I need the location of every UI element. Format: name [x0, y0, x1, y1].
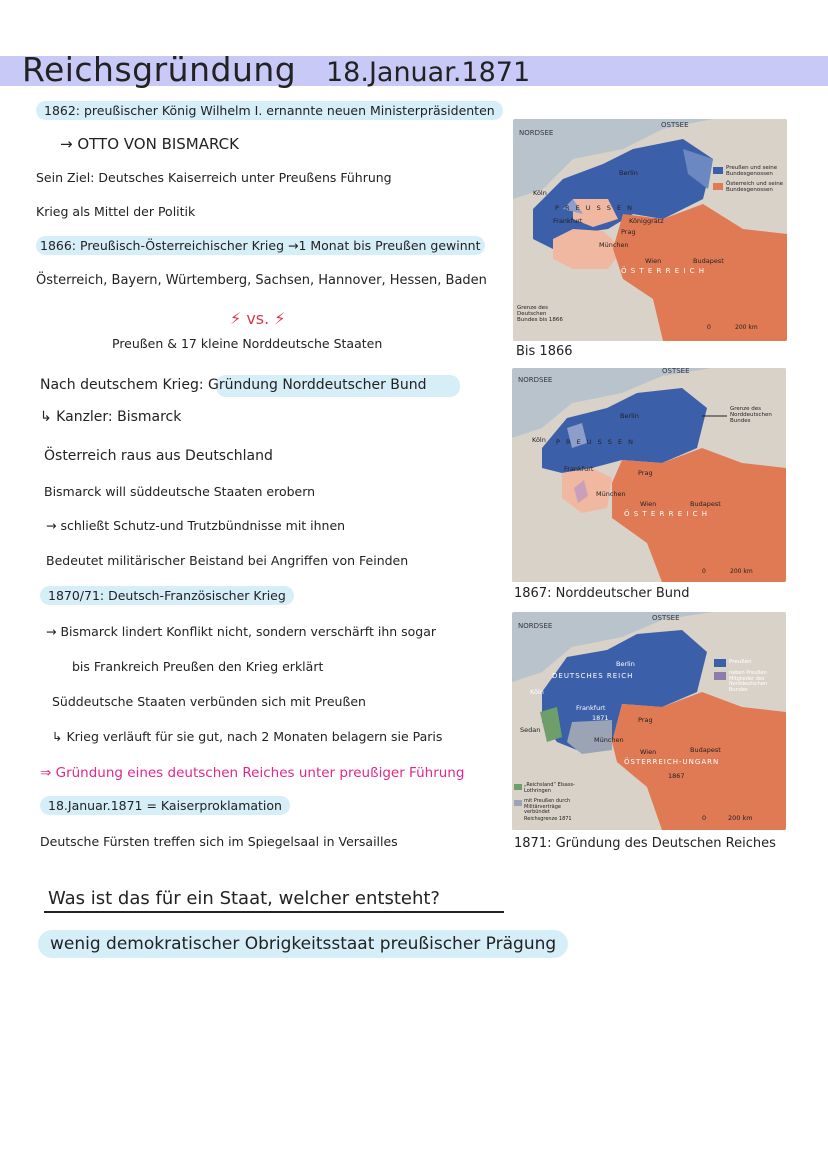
page-title: Reichsgründung [22, 50, 297, 89]
map2-label-preussen: P R E U S S E N [556, 438, 635, 446]
note-vs: ⚡ vs. ⚡ [230, 309, 286, 328]
map2-label-ostsee: OSTSEE [662, 368, 690, 375]
map2-label-berlin: Berlin [620, 412, 639, 420]
map3-scale-0: 0 [702, 814, 707, 822]
map3-legend-swatch-4 [514, 800, 522, 806]
map3-scale-200: 200 km [728, 814, 753, 822]
note-krieg: Krieg als Mittel der Politik [36, 204, 196, 219]
map1-label-budapest: Budapest [693, 257, 724, 265]
map3-label-wien: Wien [640, 748, 657, 756]
note-frankreich: bis Frankreich Preußen den Krieg erklärt [72, 659, 324, 674]
map3-label-reich: DEUTSCHES REICH [552, 672, 634, 680]
map1-label-nordsee: NORDSEE [519, 129, 554, 137]
map3-label-frankfurt: Frankfurt [576, 704, 606, 712]
map1-label-muenchen: München [599, 241, 629, 249]
note-proklamation [40, 798, 290, 813]
map3-legend-swatch-2 [714, 672, 726, 680]
note-nach-text: Nach deutschem Krieg: Gründung Norddeutscher Bund [40, 377, 427, 393]
map3-legend-swatch-1 [714, 659, 726, 667]
map3-label-prag: Prag [638, 716, 653, 724]
map2-scale-0: 0 [702, 568, 706, 575]
map1-scale-0: 0 [707, 324, 711, 331]
note-verbuenden: Süddeutsche Staaten verbünden sich mit Preußen [52, 694, 366, 709]
map1-label-berlin: Berlin [619, 169, 638, 177]
title-date: 18.Januar.1871 [326, 57, 531, 88]
map2-caption: 1867: Norddeutscher Bund [514, 586, 690, 601]
map3-legend-5: Reichsgrenze 1871 [524, 816, 572, 822]
map-1871 [512, 612, 786, 830]
map3-label-sedan: Sedan [520, 726, 541, 734]
answer-text: wenig demokratischer Obrigkeitsstaat preußischer Prägung [38, 930, 568, 958]
map1-label-oesterreich: Ö S T E R R E I C H [621, 267, 706, 275]
map1-caption: Bis 1866 [516, 344, 573, 359]
note-prussia: Preußen & 17 kleine Norddeutsche Staaten [112, 336, 383, 351]
question-text: Was ist das für ein Staat, welcher entsteht? [48, 888, 440, 909]
map1-label-frankfurt: Frankfurt [553, 217, 583, 225]
map3-label-muenchen: München [594, 736, 624, 744]
map3-label-1871: 1871 [592, 714, 609, 722]
map3-label-1867: 1867 [668, 772, 685, 780]
note-1862 [36, 103, 503, 118]
note-lindert: → Bismarck lindert Konflikt nicht, sondern verschärft ihn sogar [46, 624, 437, 639]
map1-label-prag: Prag [621, 228, 636, 236]
map3-legend-4: mit Preußen durch Militärverträge verbündet [524, 798, 571, 815]
map1-legend-grenze: Grenze des Deutschen Bundes bis 1866 [517, 305, 563, 323]
map1-label-koeln: Köln [533, 189, 547, 197]
note-verlauf-line: ↳ Krieg verläuft für sie gut, nach 2 Monaten belagern sie Paris [52, 729, 443, 744]
note-vs-text: vs. [246, 309, 270, 328]
map1-legend-swatch-1 [713, 167, 723, 174]
map3-label-ostsee: OSTSEE [652, 614, 680, 622]
map2-label-muenchen: München [596, 490, 626, 498]
map1-scale-200: 200 km [735, 324, 758, 331]
note-1866-text: 1866: Preußisch-Österreichischer Krieg →1 Monat bis Preußen gewinnt [36, 236, 485, 255]
map1-legend-swatch-2 [713, 183, 723, 190]
note-oesterreich: Österreich raus aus Deutschland [44, 448, 273, 464]
note-gruendung: ⇒ Gründung eines deutschen Reiches unter preußiger Führung [40, 765, 465, 781]
note-verlauf: Krieg verläuft für sie gut, nach 2 Monaten belagern sie Paris [66, 729, 443, 744]
map1-legend-1: Preußen und seine Bundesgenossen [726, 165, 778, 177]
map3-legend-swatch-3 [514, 784, 522, 790]
note-bedeutet: Bedeutet militärischer Beistand bei Angriffen von Feinden [46, 553, 409, 568]
map3-label-nordsee: NORDSEE [518, 622, 553, 630]
note-1862-text: 1862: preußischer König Wilhelm I. ernannte neuen Ministerpräsidenten [36, 101, 503, 120]
map2-label-budapest: Budapest [690, 500, 721, 508]
note-bismarck: → OTTO VON BISMARCK [60, 135, 239, 153]
map-1866 [513, 119, 787, 341]
map1-label-koeniggraetz: Königgrätz [629, 217, 664, 225]
map-1867 [512, 368, 786, 582]
map2-label-oesterreich: Ö S T E R R E I C H [624, 510, 709, 518]
map2-legend-1: Grenze des Norddeutschen Bundes [730, 406, 772, 424]
map3-legend-1: Preußen [729, 659, 752, 665]
note-1870 [40, 588, 294, 603]
map3-label-berlin: Berlin [616, 660, 635, 668]
note-nach [40, 377, 427, 393]
map2-label-frankfurt: Frankfurt [564, 465, 594, 473]
note-schutz: → schließt Schutz-und Trutzbündnisse mit ihnen [46, 518, 346, 533]
note-allies: Österreich, Bayern, Würtemberg, Sachsen, Hannover, Hessen, Baden [36, 273, 487, 288]
map2-label-nordsee: NORDSEE [518, 376, 553, 384]
map1-label-wien: Wien [645, 257, 662, 265]
question-underline [44, 911, 504, 913]
map2-label-wien: Wien [640, 500, 657, 508]
map2-scale-200: 200 km [730, 568, 753, 575]
map3-label-budapest: Budapest [690, 746, 721, 754]
map1-label-preussen: P R E U S S E N [555, 204, 634, 212]
note-ziel: Sein Ziel: Deutsches Kaiserreich unter Preußens Führung [36, 170, 392, 185]
note-1870-text: 1870/71: Deutsch-Französischer Krieg [40, 586, 294, 605]
note-proklamation-text: 18.Januar.1871 = Kaiserproklamation [40, 796, 290, 815]
map3-legend-2: neben Preußen Mitglieder des Norddeutschen Bundes [729, 670, 768, 693]
map3-label-koeln: Köln [530, 688, 544, 696]
map2-label-koeln: Köln [532, 436, 546, 444]
answer [38, 934, 568, 954]
note-kanzler: ↳ Kanzler: Bismarck [40, 409, 182, 425]
map3-caption: 1871: Gründung des Deutschen Reiches [514, 836, 776, 851]
map1-legend-2: Österreich und seine Bundesgenossen [726, 181, 784, 193]
map1-label-ostsee: OSTSEE [661, 121, 689, 129]
map3-label-oeu: ÖSTERREICH-UNGARN [624, 758, 720, 766]
note-fuersten: Deutsche Fürsten treffen sich im Spiegelsaal in Versailles [40, 834, 398, 849]
note-1866 [36, 238, 485, 253]
map3-legend-3: „Reichsland“ Elsass-Lothringen [524, 782, 575, 794]
map2-label-prag: Prag [638, 469, 653, 477]
note-sued: Bismarck will süddeutsche Staaten erobern [44, 484, 316, 499]
